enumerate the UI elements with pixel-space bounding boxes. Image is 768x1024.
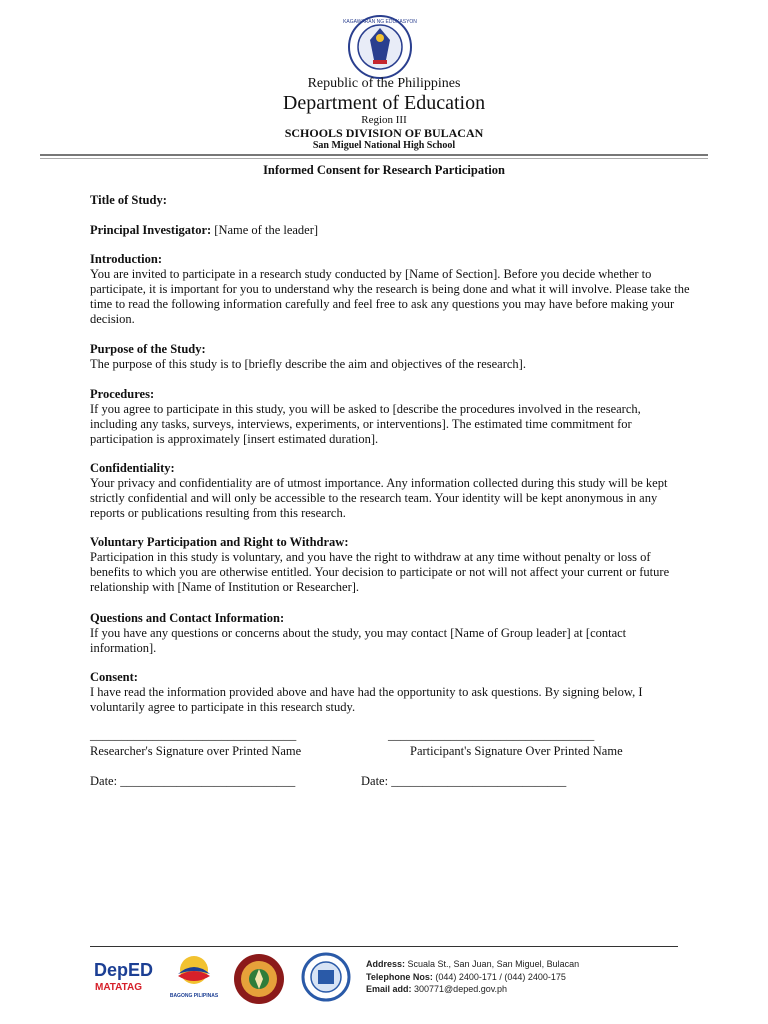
section-heading: Questions and Contact Information:: [90, 611, 285, 625]
section-introduction: [90, 252, 690, 327]
division-heading: SCHOOLS DIVISION OF BULACAN: [284, 126, 484, 140]
school-heading: San Miguel National High School: [312, 140, 456, 151]
section-body: The purpose of this study is to [briefly describe the aim and objectives of the research].: [90, 357, 526, 371]
study-title-label: Title of Study:: [90, 193, 167, 207]
study-title-field: [90, 193, 690, 208]
section-heading: Consent:: [90, 670, 138, 684]
section-body: I have read the information provided above and have had the opportunity to ask questions. By signing below, I voluntarily agree to participate in this research study.: [90, 685, 643, 714]
bagong-pilipinas-logo: [164, 952, 224, 1000]
email-label: Email add:: [366, 984, 412, 994]
telephone-value: (044) 2400-171 / (044) 2400-175: [432, 971, 566, 982]
investigator-value: [Name of the leader]: [211, 223, 319, 237]
section-body: You are invited to participate in a research study conducted by [Name of Section]. Before you decide whether to participate, it is important for you to understand why the research is being done and what it will involve. Please take the time to read the following information carefully and feel free to ask any questions you may have before making your decision.: [90, 267, 690, 326]
svg-text:KAGAWARAN NG EDUKASYON: KAGAWARAN NG EDUKASYON: [343, 19, 417, 25]
document-title: Informed Consent for Research Participation: [263, 163, 505, 177]
participant-date-field[interactable]: Date: ____________________________: [361, 774, 567, 788]
researcher-signature-label: Researcher's Signature over Printed Name: [90, 744, 302, 758]
svg-text:DepED: DepED: [94, 960, 154, 980]
header-divider: [40, 154, 708, 156]
header-divider-thin: [40, 158, 708, 159]
section-questions-contact: [90, 611, 690, 656]
address-value: Scuala St., San Juan, San Miguel, Bulacan: [405, 959, 580, 969]
section-body: If you agree to participate in this study, you will be asked to [describe the procedures involved in the research, including any tasks, surveys, interviews, experiments, or interventions]. The estimated time commitment for participation is approximately [insert estimated duration].: [90, 402, 641, 446]
section-confidentiality: [90, 461, 690, 521]
email-line: [366, 983, 579, 996]
deped-seal-logo: [340, 14, 420, 80]
svg-text:MATATAG: MATATAG: [95, 982, 143, 993]
section-heading: Introduction:: [90, 252, 163, 266]
participant-signature-label: Participant's Signature Over Printed Name: [410, 744, 623, 758]
address-line: [366, 958, 579, 971]
telephone-line: [366, 971, 579, 984]
footer-divider: [90, 946, 678, 947]
section-heading: Voluntary Participation and Right to Withdraw:: [90, 535, 349, 549]
division-seal-logo: [232, 952, 286, 1006]
school-seal-logo: [298, 952, 354, 1002]
principal-investigator-field: [90, 223, 690, 238]
republic-heading: Republic of the Philippines: [307, 76, 461, 91]
svg-text:BAGONG PILIPINAS: BAGONG PILIPINAS: [169, 993, 219, 999]
section-purpose: [90, 342, 690, 372]
email-value[interactable]: 300771@deped.gov.ph: [411, 984, 508, 994]
researcher-signature-line[interactable]: _________________________________: [90, 728, 297, 742]
section-heading: Procedures:: [90, 387, 155, 401]
researcher-date-field[interactable]: Date: ____________________________: [90, 774, 296, 788]
investigator-label: Principal Investigator:: [90, 223, 212, 237]
section-heading: Purpose of the Study:: [90, 342, 206, 356]
region-heading: Region III: [361, 114, 407, 126]
section-procedures: [90, 387, 690, 447]
deped-matatag-logo: [92, 952, 154, 998]
section-body: If you have any questions or concerns about the study, you may contact [Name of Group leader] at [contact information].: [90, 626, 627, 655]
section-body: Participation in this study is voluntary, and you have the right to withdraw at any time without penalty or loss of benefits to which you are otherwise entitled. Your decision to participate or not will not affect your current or future relationship with [Name of Institution or Researcher].: [90, 550, 670, 594]
footer-contact-info: [366, 958, 579, 996]
section-heading: Confidentiality:: [90, 461, 175, 475]
department-heading: Department of Education: [282, 92, 486, 114]
participant-signature-line[interactable]: _________________________________: [388, 728, 595, 742]
telephone-label: Telephone Nos:: [366, 971, 433, 982]
address-label: Address:: [366, 959, 406, 969]
section-body: Your privacy and confidentiality are of utmost importance. Any information collected during this study will be kept strictly confidential and will only be accessible to the research team. Your identity will be kept anonymous in any reports or publications resulting from this research.: [90, 476, 668, 520]
section-voluntary-participation: [90, 535, 690, 595]
section-consent: [90, 670, 690, 715]
